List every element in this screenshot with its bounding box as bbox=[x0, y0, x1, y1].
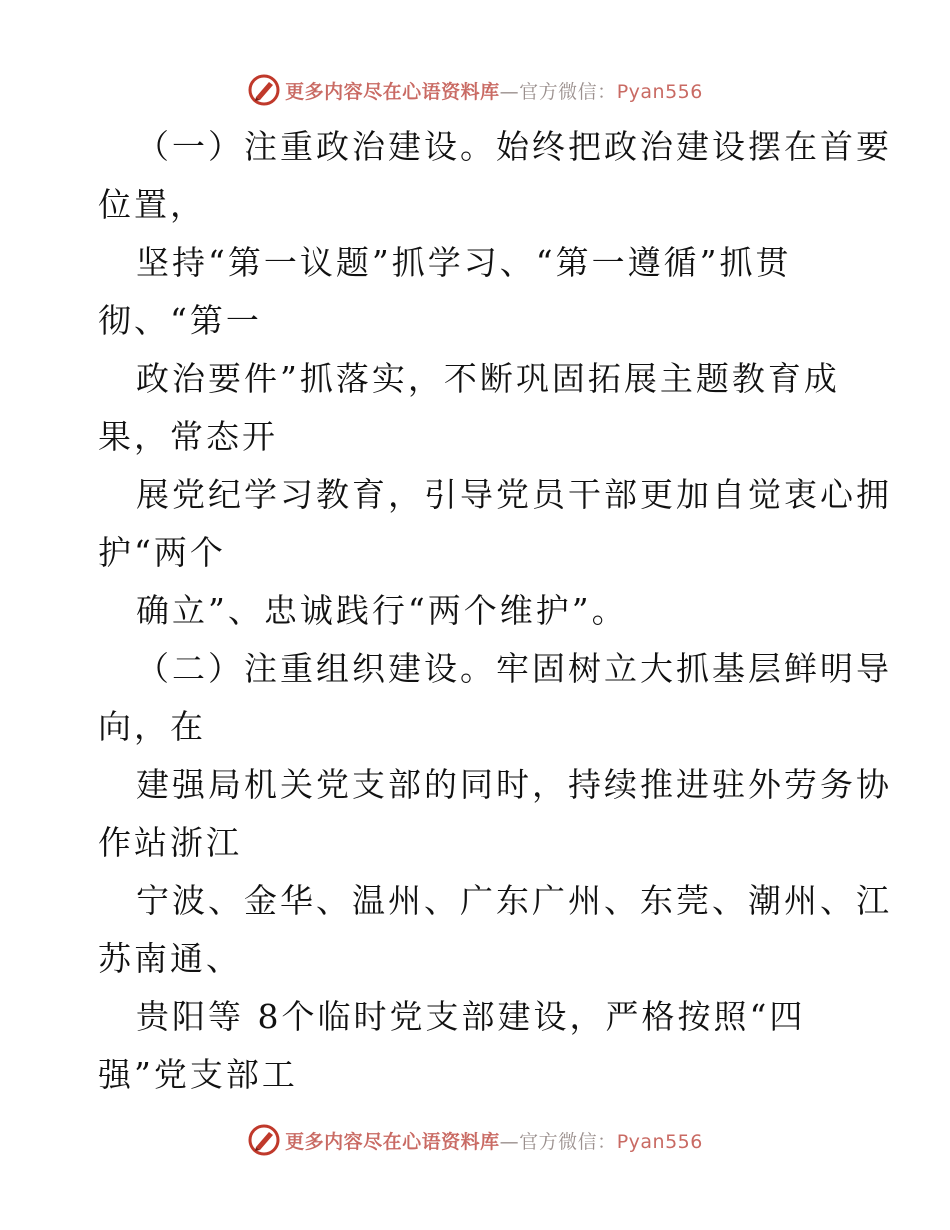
watermark-brand: 更多内容尽在心语资料库 bbox=[285, 80, 500, 103]
text-line: 位置， bbox=[98, 185, 206, 224]
text-line: 向，在 bbox=[98, 707, 206, 746]
text-line: 展党纪学习教育，引导党员干部更加自觉衷心拥 bbox=[136, 475, 892, 514]
text-line: 确立”、忠诚践行“两个维护”。 bbox=[136, 591, 628, 630]
text-line: 政治要件”抓落实，不断巩固拓展主题教育成 bbox=[136, 359, 840, 398]
document-body bbox=[98, 118, 892, 1104]
text-line: 彻、“第一 bbox=[98, 301, 262, 340]
watermark-brand: 更多内容尽在心语资料库 bbox=[285, 1130, 500, 1153]
header-watermark bbox=[0, 70, 950, 110]
watermark-wechat-label: 官方微信： bbox=[519, 1130, 617, 1153]
text-line: （一）注重政治建设。始终把政治建设摆在首要 bbox=[136, 127, 892, 166]
watermark-dash: — bbox=[499, 1130, 520, 1153]
text-line: 贵阳等 8个临时党支部建设，严格按照“四 bbox=[136, 997, 806, 1036]
watermark-text bbox=[285, 1127, 703, 1154]
watermark-wechat-label: 官方微信： bbox=[519, 80, 617, 103]
text-line: 坚持“第一议题”抓学习、“第一遵循”抓贯 bbox=[136, 243, 792, 282]
text-line: 苏南通、 bbox=[98, 939, 242, 978]
red-pen-circle-logo-icon bbox=[247, 73, 281, 107]
red-pen-circle-logo-icon bbox=[247, 1123, 281, 1157]
text-line: 建强局机关党支部的同时，持续推进驻外劳务协 bbox=[136, 765, 892, 804]
text-line: 护“两个 bbox=[98, 533, 226, 572]
text-line: 作站浙江 bbox=[98, 823, 242, 862]
text-line: 果，常态开 bbox=[98, 417, 278, 456]
text-line: （二）注重组织建设。牢固树立大抓基层鲜明导 bbox=[136, 649, 892, 688]
footer-watermark bbox=[0, 1120, 950, 1160]
watermark-text bbox=[285, 77, 703, 104]
text-line: 强”党支部工 bbox=[98, 1055, 298, 1094]
watermark-wechat-id: Pyan556 bbox=[616, 1130, 703, 1153]
text-line: 宁波、金华、温州、广东广州、东莞、潮州、江 bbox=[136, 881, 892, 920]
watermark-dash: — bbox=[499, 80, 520, 103]
watermark-wechat-id: Pyan556 bbox=[616, 80, 703, 103]
